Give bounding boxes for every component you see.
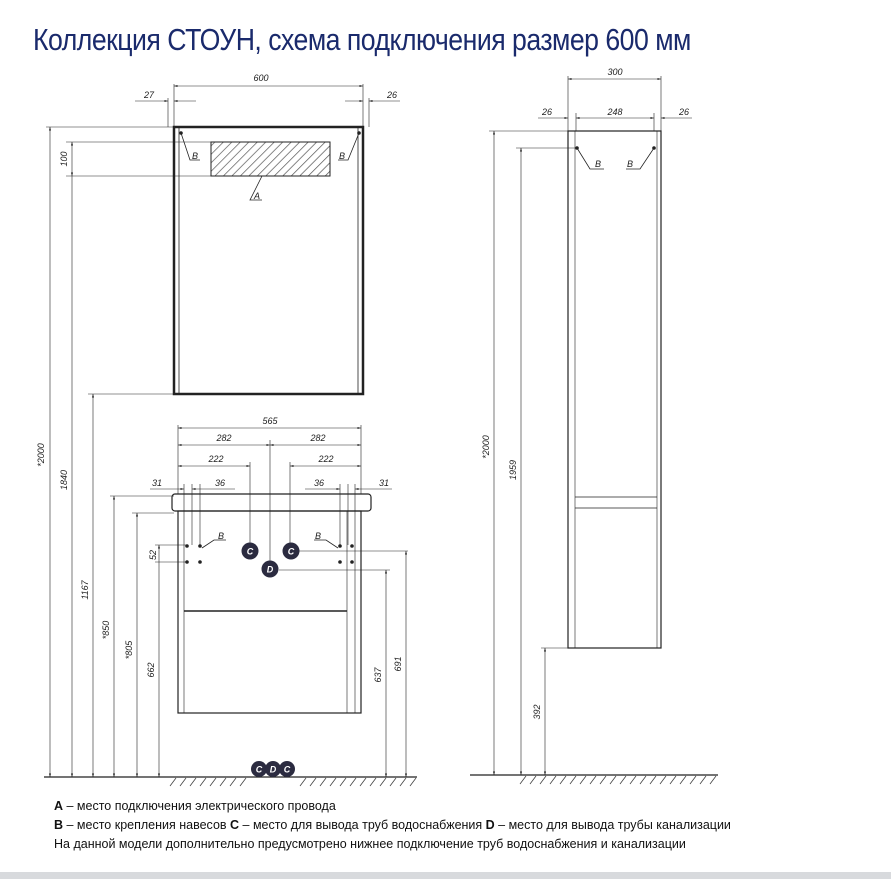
page-title: Коллекция СТОУН, схема подключения размер 600 мм [33,22,691,57]
legend-line-a [54,797,731,816]
right-side-view [470,67,718,784]
label-b-mirror-left: B [192,151,199,161]
label-c-left: C [246,546,254,557]
vanity-countertop [172,494,371,511]
label-a: A [254,191,261,201]
legend [54,797,731,854]
legend-text-d: – место для вывода трубы канализации [494,818,731,832]
dim-27: 27 [143,90,155,100]
tall-cabinet [568,131,661,648]
vanity-hole-2 [198,544,202,548]
label-b-vanity-left: B [218,531,225,541]
dim-222-right: 222 [318,454,334,464]
legend-note: На данной модели дополнительно предусмотрено нижнее подключение труб водоснабжения и канализации [54,837,686,851]
legend-line-bcd [54,816,731,835]
label-b-mirror-right: B [339,151,346,161]
dim-26-r-right: 26 [678,107,690,117]
dim-300: 300 [607,67,623,77]
dim-1959: 1959 [508,459,518,481]
legend-text-b: – место крепления навесов [63,818,231,832]
dim-36-right: 36 [313,478,325,488]
label-c-right: C [287,546,295,557]
vanity-hole-3 [185,560,189,564]
dim-52: 52 [148,549,158,561]
floor-hatch-left [170,778,416,786]
label-b-vanity-right: B [315,531,322,541]
vanity-hole-7 [338,560,342,564]
dim-805: *805 [124,640,134,660]
dim-31-right: 31 [378,478,390,488]
bottom-bar [0,872,891,879]
vanity-hole-6 [350,544,354,548]
dim-2000-left: *2000 [36,443,46,467]
electrical-area-a [211,142,330,176]
dim-392: 392 [532,704,542,720]
dim-662: 662 [146,662,156,678]
legend-key-a: A [54,799,64,813]
vanity-hole-1 [185,544,189,548]
dim-282-right: 282 [310,433,326,443]
dim-222-left: 222 [208,454,224,464]
dim-565: 565 [262,416,278,426]
vanity-hole-4 [198,560,202,564]
dim-600: 600 [253,73,269,83]
dim-26-left-view: 26 [386,90,398,100]
dim-2000-right: *2000 [481,435,491,459]
floor-label-d: D [269,764,277,775]
label-b-tall-right: B [627,159,634,169]
legend-key-b: B [54,818,64,832]
floor-hatch-right [520,776,716,784]
left-front-view [36,73,417,786]
dim-248: 248 [607,107,623,117]
dim-691: 691 [393,656,403,672]
legend-text-c: – место для вывода труб водоснабжения [239,818,486,832]
dim-1167: 1167 [80,580,90,600]
leader-b-vanity-left [202,540,226,548]
dim-36-left: 36 [214,478,226,488]
dim-31-left: 31 [151,478,163,488]
dim-100: 100 [59,151,69,167]
legend-key-d: D [485,818,495,832]
label-b-tall-left: B [595,159,602,169]
dim-637: 637 [373,667,383,683]
legend-key-c: C [230,818,240,832]
legend-text-a: – место подключения электрического провода [63,799,336,813]
leader-b-vanity-right [314,540,338,548]
dim-26-r-left: 26 [541,107,553,117]
vanity-hole-5 [338,544,342,548]
floor-label-c-right: C [283,764,291,775]
vanity-hole-8 [350,560,354,564]
dim-850: *850 [101,620,111,640]
floor-label-c-left: C [255,764,263,775]
dim-1840: 1840 [59,469,69,491]
vanity-cabinet [178,511,361,713]
dim-282-left: 282 [216,433,232,443]
label-d: D [266,564,274,575]
